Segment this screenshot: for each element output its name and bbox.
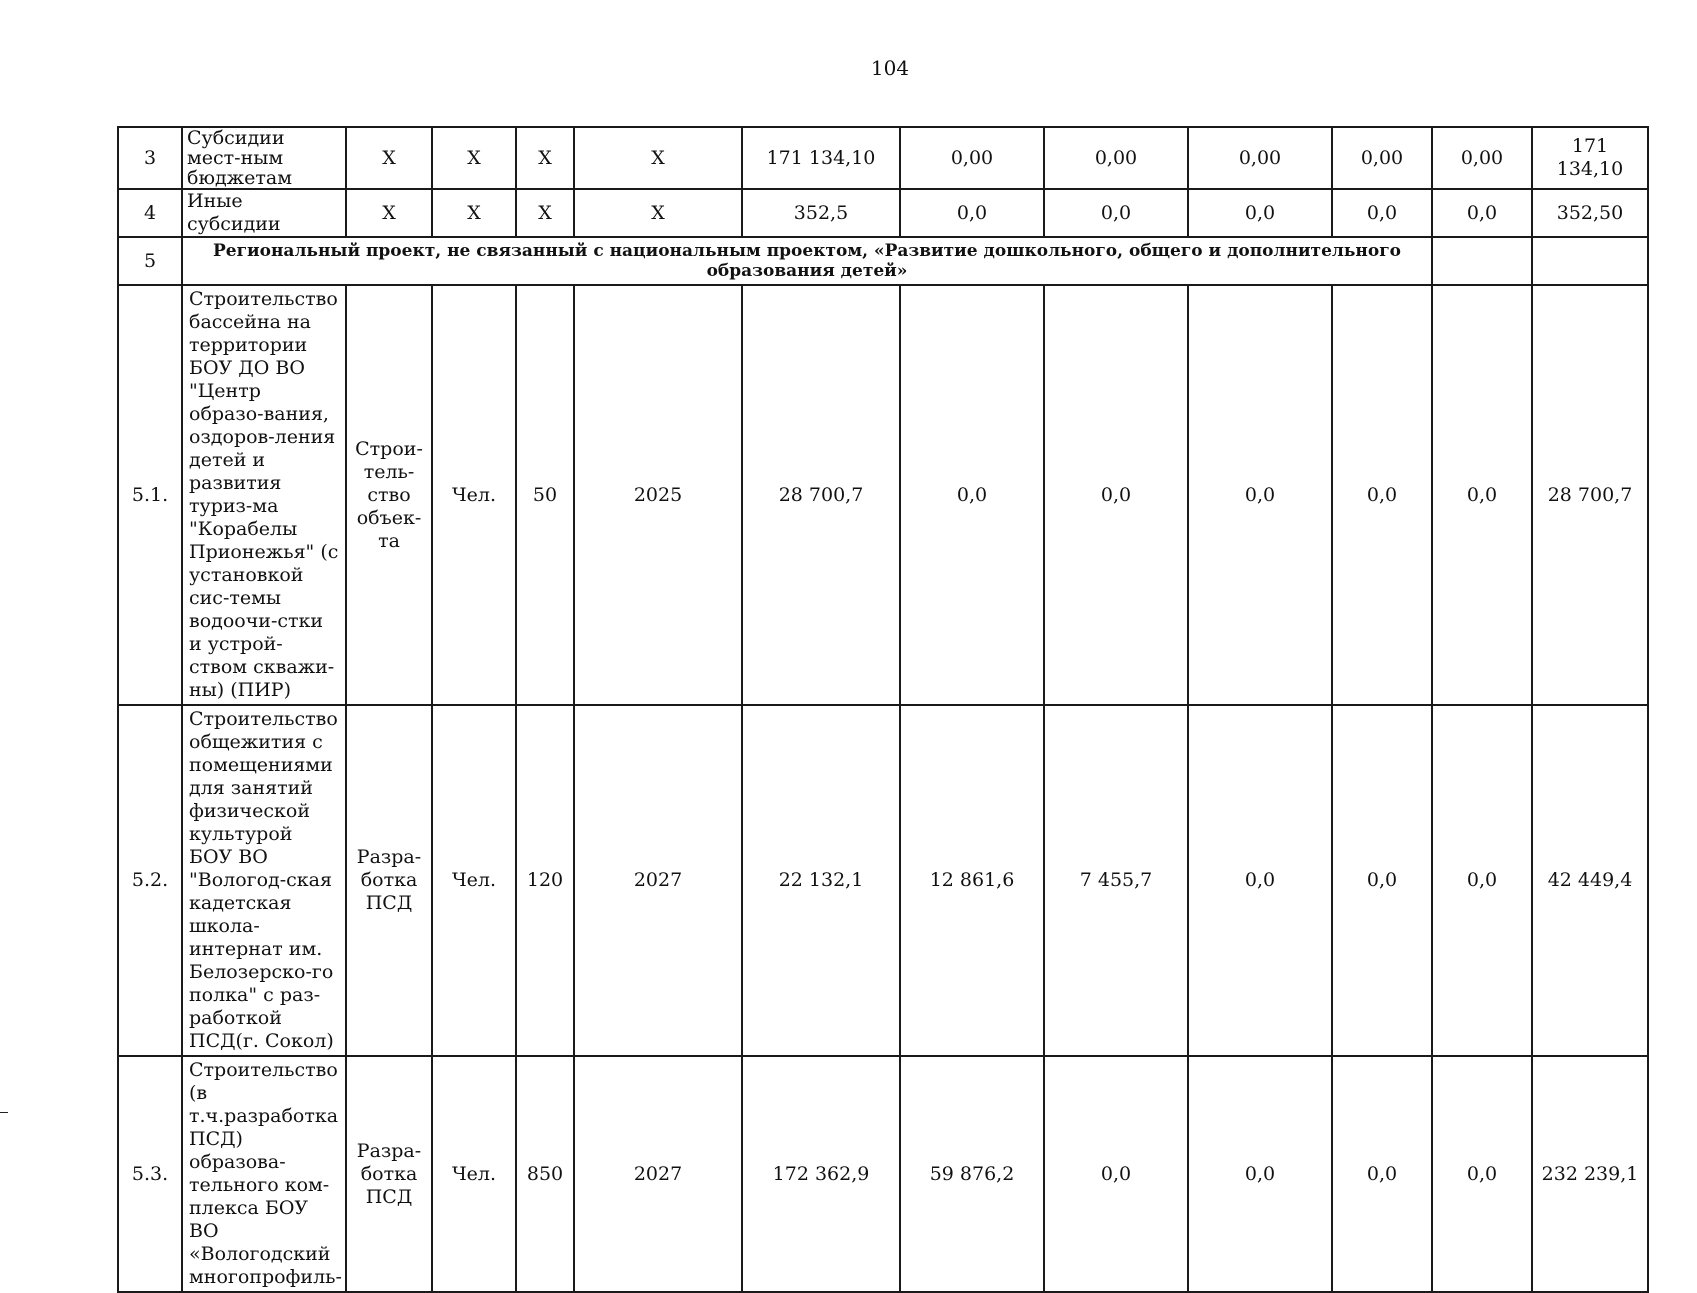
work-type: Разра-ботка ПСД [346,1056,432,1292]
value-1: 22 132,1 [742,705,900,1056]
value-3: 0,0 [1044,1056,1188,1292]
row-name: Строительство бассейна на территории БОУ ДО ВО "Центр образо-вания, оздоров-ления детей и развития туриз-ма "Корабелы Прионежья" (с установкой сис-темы водоочи-стки и устрой-ством скважи-ны) (ПИР) [182,285,346,705]
table-row [118,189,1648,237]
row-number: 5.3. [118,1056,182,1292]
work-type: Строи-тель-ство объек-та [346,285,432,705]
value-3: 0,0 [1044,285,1188,705]
table-row [118,127,1648,189]
table-row [118,1056,1648,1292]
value-1: 172 362,9 [742,1056,900,1292]
page-number: 104 [870,56,910,80]
year: 2027 [574,1056,742,1292]
value-6: 0,0 [1432,1056,1532,1292]
value-5: 0,0 [1332,189,1432,237]
unit: Чел. [432,1056,516,1292]
capacity: 50 [516,285,574,705]
empty-cell [1432,237,1532,285]
value-4: 0,0 [1188,1056,1332,1292]
value-6: 0,0 [1432,285,1532,705]
value-1: 352,5 [742,189,900,237]
row-number: 5.2. [118,705,182,1056]
row-name: Строительство общежития с помещениями для занятий физической культурой БОУ ВО "Вологод-ская кадетская школа-интернат им. Белозерско-го полка" с раз-работкой ПСД(г. Сокол) [182,705,346,1056]
value-5: 0,0 [1332,285,1432,705]
work-type: Х [346,127,432,189]
value-2: 0,00 [900,127,1044,189]
unit: Х [432,127,516,189]
row-number: 3 [118,127,182,189]
work-type: Разра-ботка ПСД [346,705,432,1056]
value-6: 0,00 [1432,127,1532,189]
unit: Чел. [432,705,516,1056]
row-number: 5.1. [118,285,182,705]
budget-table [117,126,1649,1293]
total-value: 232 239,1 [1532,1056,1648,1292]
value-5: 0,0 [1332,705,1432,1056]
section-row [118,237,1648,285]
value-2: 59 876,2 [900,1056,1044,1292]
row-name: Иные субсидии [182,189,346,237]
value-1: 171 134,10 [742,127,900,189]
work-type: Х [346,189,432,237]
section-title: Региональный проект, не связанный с национальным проектом, «Развитие дошкольного, общего и дополнительного образования детей» [182,237,1432,285]
table-row [118,285,1648,705]
capacity: 120 [516,705,574,1056]
total-value: 352,50 [1532,189,1648,237]
value-4: 0,0 [1188,705,1332,1056]
unit: Х [432,189,516,237]
margin-mark [0,1112,8,1113]
value-5: 0,0 [1332,1056,1432,1292]
year: Х [574,189,742,237]
capacity: 850 [516,1056,574,1292]
value-3: 0,00 [1044,127,1188,189]
value-3: 7 455,7 [1044,705,1188,1056]
total-value: 42 449,4 [1532,705,1648,1056]
total-value: 28 700,7 [1532,285,1648,705]
row-name: Строительство (в т.ч.разработка ПСД) образова-тельного ком-плекса БОУ ВО «Вологодский многопрофиль- [182,1056,346,1292]
value-4: 0,0 [1188,189,1332,237]
capacity: Х [516,127,574,189]
value-6: 0,0 [1432,189,1532,237]
value-1: 28 700,7 [742,285,900,705]
value-2: 0,0 [900,189,1044,237]
value-4: 0,00 [1188,127,1332,189]
value-2: 0,0 [900,285,1044,705]
value-5: 0,00 [1332,127,1432,189]
value-6: 0,0 [1432,705,1532,1056]
row-name: Субсидии мест-ным бюджетам [182,127,346,189]
year: 2027 [574,705,742,1056]
row-number: 4 [118,189,182,237]
total-value: 171 134,10 [1532,127,1648,189]
capacity: Х [516,189,574,237]
value-4: 0,0 [1188,285,1332,705]
year: Х [574,127,742,189]
value-2: 12 861,6 [900,705,1044,1056]
empty-cell [1532,237,1648,285]
table-row [118,705,1648,1056]
unit: Чел. [432,285,516,705]
year: 2025 [574,285,742,705]
row-number: 5 [118,237,182,285]
value-3: 0,0 [1044,189,1188,237]
